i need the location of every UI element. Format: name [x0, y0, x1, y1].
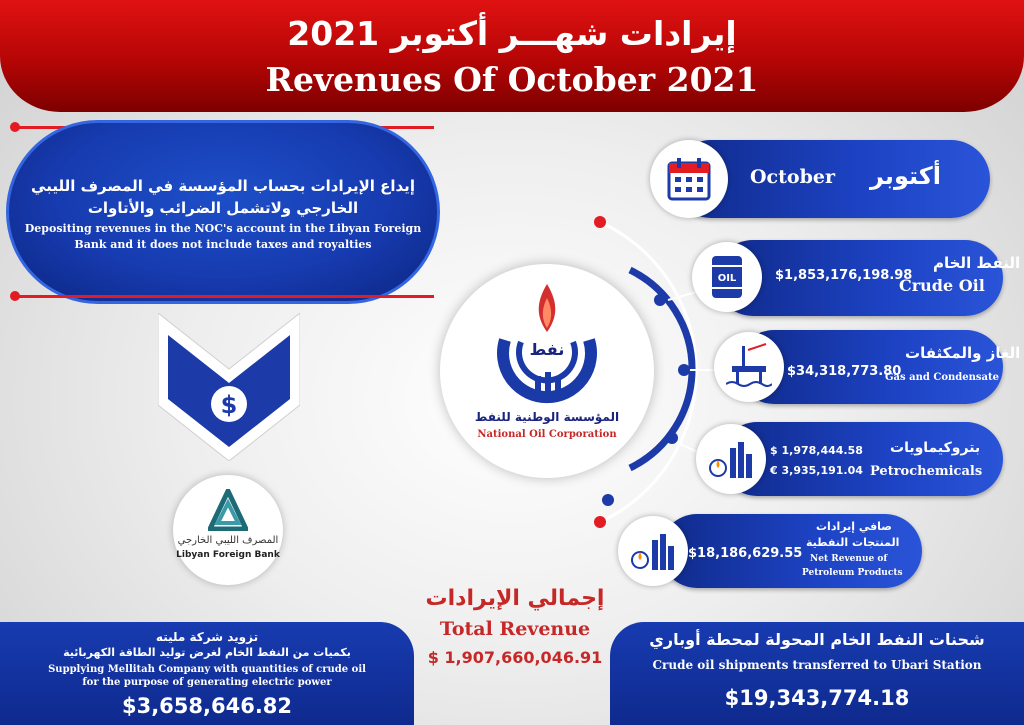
header-banner	[0, 0, 1024, 112]
deposit-info-panel	[6, 120, 440, 304]
petrochem-value-usd: $ 1,978,444.58	[770, 444, 863, 457]
petrochem-label-ar: بتروكيماويات	[890, 440, 981, 456]
offshore-platform-icon	[714, 332, 784, 402]
gas-label-en: Gas and Condensate	[885, 372, 999, 383]
petroleum-products-icon	[618, 516, 688, 586]
mellitah-text-ar-1: تزويد شركة مليته	[155, 630, 259, 644]
divider-dot	[10, 122, 20, 132]
total-revenue-value: $ 1,907,660,046.91	[427, 648, 603, 667]
net-revenue-label-en-2: Petroleum Products	[802, 568, 903, 578]
petrochem-label-en: Petrochemicals	[870, 464, 983, 479]
bank-emblem-icon	[208, 489, 248, 531]
net-revenue-label-ar-2: المنتجات النفطية	[806, 536, 900, 549]
total-revenue-label-ar: إجمالي الإيرادات	[425, 586, 605, 611]
crude-oil-label-en: Crude Oil	[899, 276, 985, 295]
petrochem-value-eur: € 3,935,191.04	[770, 464, 863, 477]
noc-logo	[440, 264, 654, 478]
net-revenue-label-en-1: Net Revenue of	[810, 554, 888, 564]
divider-dot	[10, 291, 20, 301]
net-revenue-label-ar-1: صافي إيرادات	[816, 520, 892, 533]
crude-oil-value: $1,853,176,198.98	[775, 268, 913, 283]
noc-logo-text: نفط	[529, 340, 565, 359]
total-revenue-label-en: Total Revenue	[439, 618, 591, 640]
down-arrow-icon	[158, 313, 300, 465]
bank-name-ar: المصرف الليبي الخارجي	[177, 535, 279, 546]
mellitah-text-ar-2: بكميات من النفط الخام لغرض توليد الطاقة الكهربائية	[63, 646, 351, 659]
month-ar: أكتوبر	[870, 162, 941, 190]
mellitah-text-en-2: for the purpose of generating electric power	[82, 677, 332, 688]
calendar-icon	[650, 140, 728, 218]
deposit-text-en: Depositing revenues in the NOC's account in the Libyan Foreign Bank and it does not include taxes and royalties	[24, 222, 422, 251]
month-en: October	[750, 166, 835, 188]
ubari-text-ar: شحنات النفط الخام المحولة لمحطة أوباري	[649, 630, 985, 649]
gas-label-ar: الغاز والمكثفات	[905, 344, 1021, 362]
header-title-ar: إيرادات شهـــر أكتوبر 2021	[287, 14, 737, 53]
noc-name-en: National Oil Corporation	[477, 429, 617, 440]
deposit-text-ar: إيداع الإيرادات بحساب المؤسسة في المصرف الليبي الخارجي ولاتشمل الضرائب والأتاوات	[31, 177, 415, 217]
refinery-icon	[696, 424, 766, 494]
barrel-label: OIL	[717, 273, 737, 284]
crude-oil-label-ar: النفط الخام	[933, 254, 1021, 272]
ubari-text-en: Crude oil shipments transferred to Ubari Station	[652, 658, 982, 672]
gas-value: $34,318,773.80	[787, 364, 902, 379]
mellitah-text-en-1: Supplying Mellitah Company with quantities of crude oil	[48, 664, 366, 675]
net-revenue-panel	[660, 514, 922, 588]
ubari-panel	[610, 622, 1024, 725]
divider-line-bottom	[14, 295, 434, 298]
noc-name-ar: المؤسسة الوطنية للنفط	[474, 410, 620, 424]
net-revenue-value: $18,186,629.55	[688, 546, 803, 561]
mellitah-value: $3,658,646.82	[121, 694, 293, 718]
ubari-value: $19,343,774.18	[724, 686, 910, 710]
bank-name-en: Libyan Foreign Bank	[176, 550, 280, 560]
mellitah-panel	[0, 622, 414, 725]
svg-text:$: $	[220, 391, 238, 419]
header-title-en: Revenues Of October 2021	[265, 60, 759, 99]
bank-logo	[173, 475, 283, 585]
oil-barrel-icon	[692, 242, 762, 312]
